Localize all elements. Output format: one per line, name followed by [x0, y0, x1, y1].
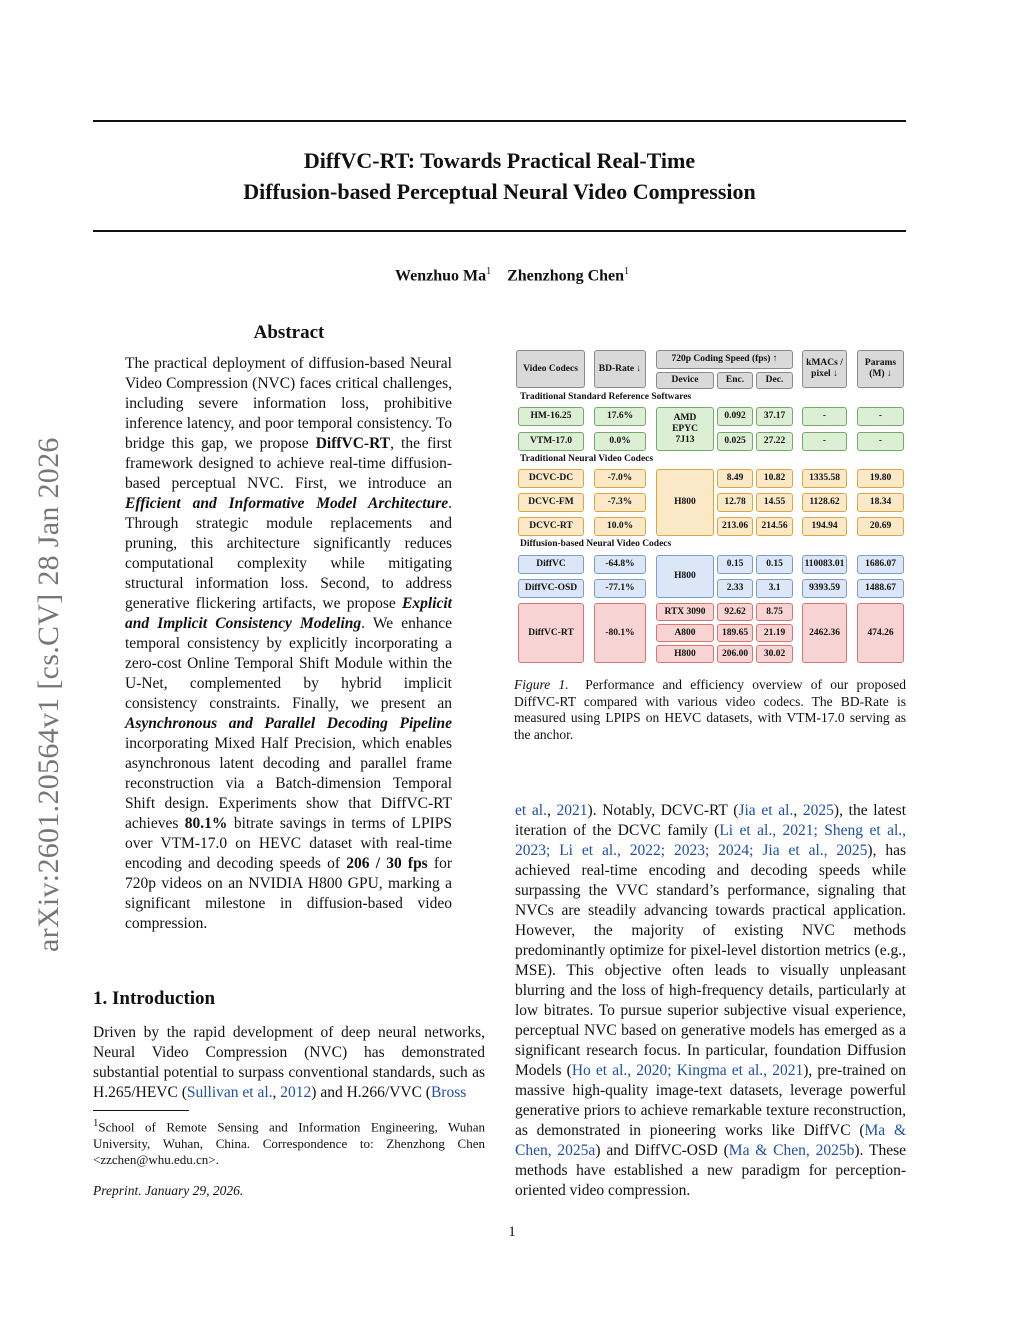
- kmacs-value: 1128.62: [802, 493, 847, 512]
- params-value: 18.34: [857, 493, 904, 512]
- codec-name: HM-16.25: [518, 407, 584, 426]
- enc-fps-value: 12.78: [717, 493, 753, 512]
- bd-rate-ours: -80.1%: [594, 603, 646, 663]
- header-device: Device: [656, 372, 714, 389]
- dec-fps-ours: 8.75: [756, 603, 793, 621]
- footnote-rule: [93, 1110, 189, 1111]
- header-kmacs: kMACs / pixel ↓: [802, 350, 847, 388]
- enc-fps-value: 213.06: [717, 517, 753, 536]
- citation-link[interactable]: 2021: [556, 802, 588, 819]
- preprint-note: Preprint. January 29, 2026.: [93, 1183, 244, 1198]
- citation-link[interactable]: Li et al., 2021; Sheng et al., 2023; Li et al., 2022; 2023; 2024; Jia et al., 2025: [515, 822, 907, 859]
- top-rule: [93, 120, 906, 122]
- footnote: [93, 1115, 485, 1169]
- kmacs-value: 1335.58: [802, 469, 847, 488]
- figure-caption: [514, 677, 906, 743]
- bd-rate-value: -7.0%: [594, 469, 646, 488]
- abstract-part: . We enhance temporal consistency by explicitly incorporating a zero-cost Online Temporal Shift Module within the U-Net, complemented by hybrid implicit consistency constraints. Finally, we present an: [125, 615, 452, 712]
- page-number: 1: [508, 1224, 516, 1240]
- arxiv-stamp: arXiv:2601.20564v1 [cs.CV] 28 Jan 2026: [32, 437, 65, 952]
- bd-rate-value: 10.0%: [594, 517, 646, 536]
- bd-rate-value: 0.0%: [594, 432, 646, 451]
- citation-link[interactable]: et al.: [515, 802, 547, 819]
- right-column-text: [515, 801, 906, 1201]
- section-traditional-standard: Traditional Standard Reference Softwares: [520, 392, 692, 402]
- citation-link[interactable]: Sullivan et al.: [186, 1084, 273, 1101]
- enc-fps-ours: 206.00: [717, 645, 753, 663]
- codec-name: DCVC-DC: [518, 469, 584, 488]
- enc-fps-value: 0.092: [717, 407, 753, 426]
- citation-link[interactable]: Jia et al.: [738, 802, 794, 819]
- abstract-part: for 720p videos on an NVIDIA H800 GPU, marking a significant milestone in diffusion-based video compression.: [125, 855, 453, 932]
- author-1: Wenzhuo Ma: [394, 267, 487, 285]
- abstract-part: bitrate savings in terms of LPIPS over VTM-17.0 on HEVC dataset with real-time encoding and decoding speeds of: [125, 815, 452, 872]
- enc-fps-ours: 189.65: [717, 624, 753, 642]
- footnote-text: School of Remote Sensing and Information Engineering, Wuhan University, Wuhan, China. Correspondence to: Zhenzhong Chen <zzchen@whu.edu.cn>.: [93, 1119, 485, 1168]
- codec-name: DCVC-RT: [518, 517, 584, 536]
- header-coding-speed: 720p Coding Speed (fps) ↑: [656, 350, 793, 369]
- text-part: ). Notably, DCVC-RT (: [587, 802, 739, 819]
- bd-rate-value: -77.1%: [594, 579, 646, 598]
- intro-part: ,: [272, 1084, 281, 1101]
- title-line-1: DiffVC-RT: Towards Practical Real-Time: [303, 148, 696, 173]
- params-value: 20.69: [857, 517, 904, 536]
- enc-fps-value: 0.025: [717, 432, 753, 451]
- dec-fps-ours: 30.02: [756, 645, 793, 663]
- title-line-2: Diffusion-based Perceptual Neural Video Compression: [243, 179, 756, 204]
- abstract-part: incorporating Mixed Half Precision, which enables asynchronous latent decoding and parallel frame reconstruction via a Batch-dimension Temporal Shift design. Experiments show that DiffVC-RT achieves: [125, 735, 452, 832]
- citation-link[interactable]: 2012: [280, 1084, 312, 1101]
- codec-name: DCVC-FM: [518, 493, 584, 512]
- kmacs-value: -: [802, 432, 847, 451]
- abstract-heading: Abstract: [253, 322, 325, 343]
- intro-heading: 1. Introduction: [93, 988, 216, 1009]
- abstract-emph: Explicit and Implicit Consistency Modeling: [125, 595, 452, 632]
- abstract-text: [125, 354, 452, 934]
- params-value: 1488.67: [857, 579, 904, 598]
- codec-name: DiffVC-OSD: [518, 579, 584, 598]
- kmacs-value: 9393.59: [802, 579, 847, 598]
- device-amd: AMD EPYC 7J13: [656, 407, 714, 451]
- device-h800-neural: H800: [656, 469, 714, 536]
- dec-fps-value: 37.17: [756, 407, 793, 426]
- abstract-emph: 206 / 30 fps: [346, 855, 428, 872]
- paper-title: [93, 145, 906, 207]
- citation-link[interactable]: Ho et al., 2020; Kingma et al., 2021: [571, 1062, 804, 1079]
- citation-link[interactable]: Ma & Chen, 2025b: [728, 1142, 855, 1159]
- text-part: ,: [793, 802, 803, 819]
- abstract-emph: Efficient and Informative Model Architecture: [125, 495, 449, 512]
- device-ours: A800: [656, 624, 714, 642]
- header-enc: Enc.: [717, 372, 753, 389]
- params-value: -: [857, 432, 904, 451]
- abstract-emph: 80.1%: [184, 815, 228, 832]
- abstract-part: . Through strategic module replacements and pruning, this architecture significantly reduces computational complexity while mitigating structural information loss. Second, to address generative flickering artifacts, we propose: [125, 495, 452, 612]
- header-params: Params (M) ↓: [857, 350, 904, 388]
- author-1-affil: 1: [486, 266, 492, 277]
- params-value: 19.80: [857, 469, 904, 488]
- citation-link[interactable]: Ma & Chen, 2025a: [515, 1122, 907, 1159]
- enc-fps-value: 0.15: [717, 555, 753, 574]
- kmacs-value: -: [802, 407, 847, 426]
- text-part: ,: [546, 802, 557, 819]
- caption-text: Performance and efficiency overview of our proposed DiffVC-RT compared with various video codecs. The BD-Rate is measured using LPIPS on HEVC datasets, with VTM-17.0 serving as the anchor.: [514, 677, 907, 742]
- dec-fps-value: 27.22: [756, 432, 793, 451]
- device-h800-diffusion: H800: [656, 555, 714, 598]
- text-part: ) and DiffVC-OSD (: [595, 1142, 729, 1159]
- citation-link[interactable]: Bross: [430, 1084, 467, 1101]
- bd-rate-value: 17.6%: [594, 407, 646, 426]
- enc-fps-ours: 92.62: [717, 603, 753, 621]
- author-list: [0, 266, 1024, 285]
- text-part: ). These methods have established a new paradigm for perception-oriented video compression.: [515, 1142, 906, 1199]
- dec-fps-value: 14.55: [756, 493, 793, 512]
- intro-text: [93, 1023, 485, 1103]
- abstract-emph: Asynchronous and Parallel Decoding Pipeline: [125, 715, 452, 732]
- intro-part: ) and H.266/VVC (: [311, 1084, 431, 1101]
- abstract-part: , the first framework designed to achieve real-time diffusion-based perceptual NVC. First, we introduce an: [125, 435, 452, 492]
- kmacs-value: 194.94: [802, 517, 847, 536]
- section-diffusion: Diffusion-based Neural Video Codecs: [520, 539, 672, 549]
- dec-fps-ours: 21.19: [756, 624, 793, 642]
- kmacs-value: 110083.01: [802, 555, 847, 574]
- codec-name: VTM-17.0: [518, 432, 584, 451]
- author-2: Zhenzhong Chen: [507, 267, 625, 285]
- section-traditional-neural: Traditional Neural Video Codecs: [520, 454, 654, 464]
- bd-rate-value: -64.8%: [594, 555, 646, 574]
- text-part: ), pre-trained on massive high-quality image-text datasets, leverage powerful generative priors to achieve remarkable texture reconstruction, as demonstrated in pioneering works like DiffVC (: [515, 1062, 906, 1139]
- title-bottom-rule: [93, 230, 906, 232]
- codec-name: DiffVC: [518, 555, 584, 574]
- params-ours: 474.26: [857, 603, 904, 663]
- citation-link[interactable]: 2025: [802, 802, 834, 819]
- caption-label: Figure 1.: [514, 677, 569, 692]
- device-ours: RTX 3090: [656, 603, 714, 621]
- abstract-emph: DiffVC-RT: [315, 435, 391, 452]
- intro-part: Driven by the rapid development of deep neural networks, Neural Video Compression (NVC) has demonstrated substantial potential to surpass conventional standards, such as H.265/HEVC (: [93, 1024, 485, 1101]
- header-video-codecs: Video Codecs: [516, 350, 585, 388]
- footnote-mark: 1: [93, 1117, 99, 1129]
- params-value: -: [857, 407, 904, 426]
- params-value: 1686.07: [857, 555, 904, 574]
- text-part: ), the latest iteration of the DCVC family (: [515, 802, 907, 839]
- figure-1-table: [514, 347, 906, 667]
- kmacs-ours: 2462.36: [802, 603, 847, 663]
- dec-fps-value: 0.15: [756, 555, 793, 574]
- header-dec: Dec.: [756, 372, 793, 389]
- author-2-affil: 1: [624, 266, 630, 277]
- dec-fps-value: 214.56: [756, 517, 793, 536]
- header-bd-rate: BD-Rate ↓: [594, 350, 646, 388]
- dec-fps-value: 3.1: [756, 579, 793, 598]
- codec-name-ours: DiffVC-RT: [518, 603, 584, 663]
- device-ours: H800: [656, 645, 714, 663]
- abstract-part: The practical deployment of diffusion-based Neural Video Compression (NVC) faces critical challenges, including severe information loss, prohibitive inference latency, and poor temporal consistency. To bridge this gap, we propose: [125, 355, 452, 452]
- enc-fps-value: 8.49: [717, 469, 753, 488]
- enc-fps-value: 2.33: [717, 579, 753, 598]
- bd-rate-value: -7.3%: [594, 493, 646, 512]
- text-part: ), has achieved real-time encoding and decoding speeds while surpassing the VVC standard’s performance, signaling that NVCs are steadily advancing towards practical application. However, the majority of existing NVC methods predominantly optimize for pixel-level distortion metrics (e.g., MSE). This objective often leads to visually unpleasant blurring and the loss of high-frequency details, particularly at low bitrates. To pursue superior subjective visual experience, perceptual NVC based on generative models has emerged as a significant research focus. In particular, foundation Diffusion Models (: [515, 842, 906, 1079]
- dec-fps-value: 10.82: [756, 469, 793, 488]
